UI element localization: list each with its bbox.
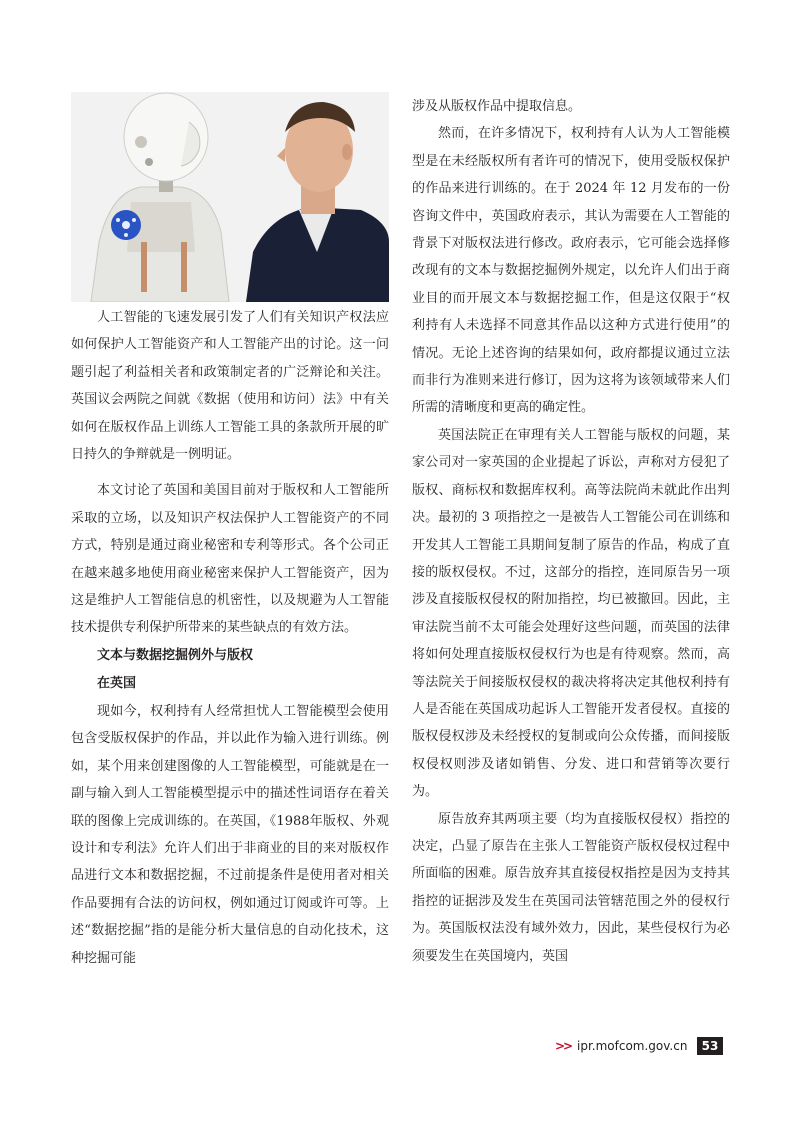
page-footer [555, 1037, 723, 1055]
left-column [71, 92, 389, 972]
double-chevron-icon: >> [555, 1039, 572, 1053]
subsection-heading-uk: 在英国 [97, 675, 137, 691]
paragraph-uk: 现如今，权利持有人经常担忧人工智能模型会使用包含受版权保护的作品，并以此作为输入进行训练。例如，某个用来创建图像的人工智能模型，可能就是在一副与输入到人工智能模型提示中的描述性词语存在着关联的图像上完成训练的。在英国，《1988年版权、外观设计和专利法》允许人们出于非商业的目的来对版权作品进行文本和数据挖掘，不过前提条件是使用者对相关作品要拥有合法的访问权，例如通过订阅或许可等。上述“数据挖掘”指的是能分析大量信息的自动化技术，这种挖掘可能 [71, 703, 389, 966]
robot-and-man-photo [71, 92, 389, 302]
paragraph-consultation: 然而，在许多情况下，权利持有人认为人工智能模型是在未经版权所有者许可的情况下，使用受版权保护的作品来进行训练的。在于 2024 年 12 月发布的一份咨询文件中，英国政府表示，其认为需要在人工智能的背景下对版权法进行修改。政府表示，它可能会选择修改现有的文本与数据挖掘例外规定，以允许人们出于商业目的而开展文本与数据挖掘工作，但是这仅限于“权利持有人未选择不同意其作品以这种方式进行使用”的情况。无论上述咨询的结果如何，政府都提议通过立法而非行为准则来进行修订，因为这将为该领域带来人们所需的清晰度和更高的确定性。 [412, 126, 730, 416]
continuation-text: 涉及从版权作品中提取信息。 [412, 99, 582, 114]
section-heading-tdm: 文本与数据挖掘例外与版权 [97, 647, 254, 663]
paragraph-claims: 原告放弃其两项主要（均为直接版权侵权）指控的决定，凸显了原告在主张人工智能资产版权侵权过程中所面临的困难。原告放弃其直接侵权指控是因为支持其指控的证据涉及发生在英国司法管辖范围之外的侵权行为。英国版权法没有域外效力，因此，某些侵权行为必须要发生在英国境内，英国 [412, 811, 730, 964]
intro-paragraph-1: 人工智能的飞速发展引发了人们有关知识产权法应如何保护人工智能资产和人工智能产出的讨论。这一问题引起了利益相关者和政策制定者的广泛辩论和关注。英国议会两院之间就《数据（使用和访问）法》中有关如何在版权作品上训练人工智能工具的条款所开展的旷日持久的争辩就是一例明证。 [71, 310, 389, 463]
page-number: 53 [697, 1037, 723, 1055]
right-column [412, 93, 730, 970]
intro-paragraph-2: 本文讨论了英国和美国目前对于版权和人工智能所采取的立场，以及知识产权法保护人工智能资产的不同方式，特别是通过商业秘密和专利等形式。各个公司正在越来越多地使用商业秘密来保护人工智能资产，因为这是维护人工智能信息的机密性，以及规避为人工智能技术提供专利保护所带来的某些缺点的有效方法。 [71, 483, 389, 636]
robot-and-man-illustration [71, 92, 389, 302]
paragraph-high-court: 英国法院正在审理有关人工智能与版权的问题，某家公司对一家英国的企业提起了诉讼，声称对方侵犯了版权、商标权和数据库权利。高等法院尚未就此作出判决。最初的 3 项指控之一是被告人工智能公司在训练和开发其人工智能工具期间复制了原告的作品，构成了直接的版权侵权。不过，这部分的指控，连同原告另一项涉及直接版权侵权的附加指控，均已被撤回。因此，主审法院当前不太可能会处理好这些问题，而英国的法律将如何处理直接版权侵权行为也是有待观察。然而，高等法院关于间接版权侵权的裁决将将决定其他权利持有人是否能在英国成功起诉人工智能开发者侵权。直接的版权侵权涉及未经授权的复制或向公众传播，而间接版权侵权则涉及诸如销售、分发、进口和营销等次要行为。 [412, 427, 730, 800]
footer-url[interactable]: ipr.mofcom.gov.cn [577, 1039, 688, 1053]
